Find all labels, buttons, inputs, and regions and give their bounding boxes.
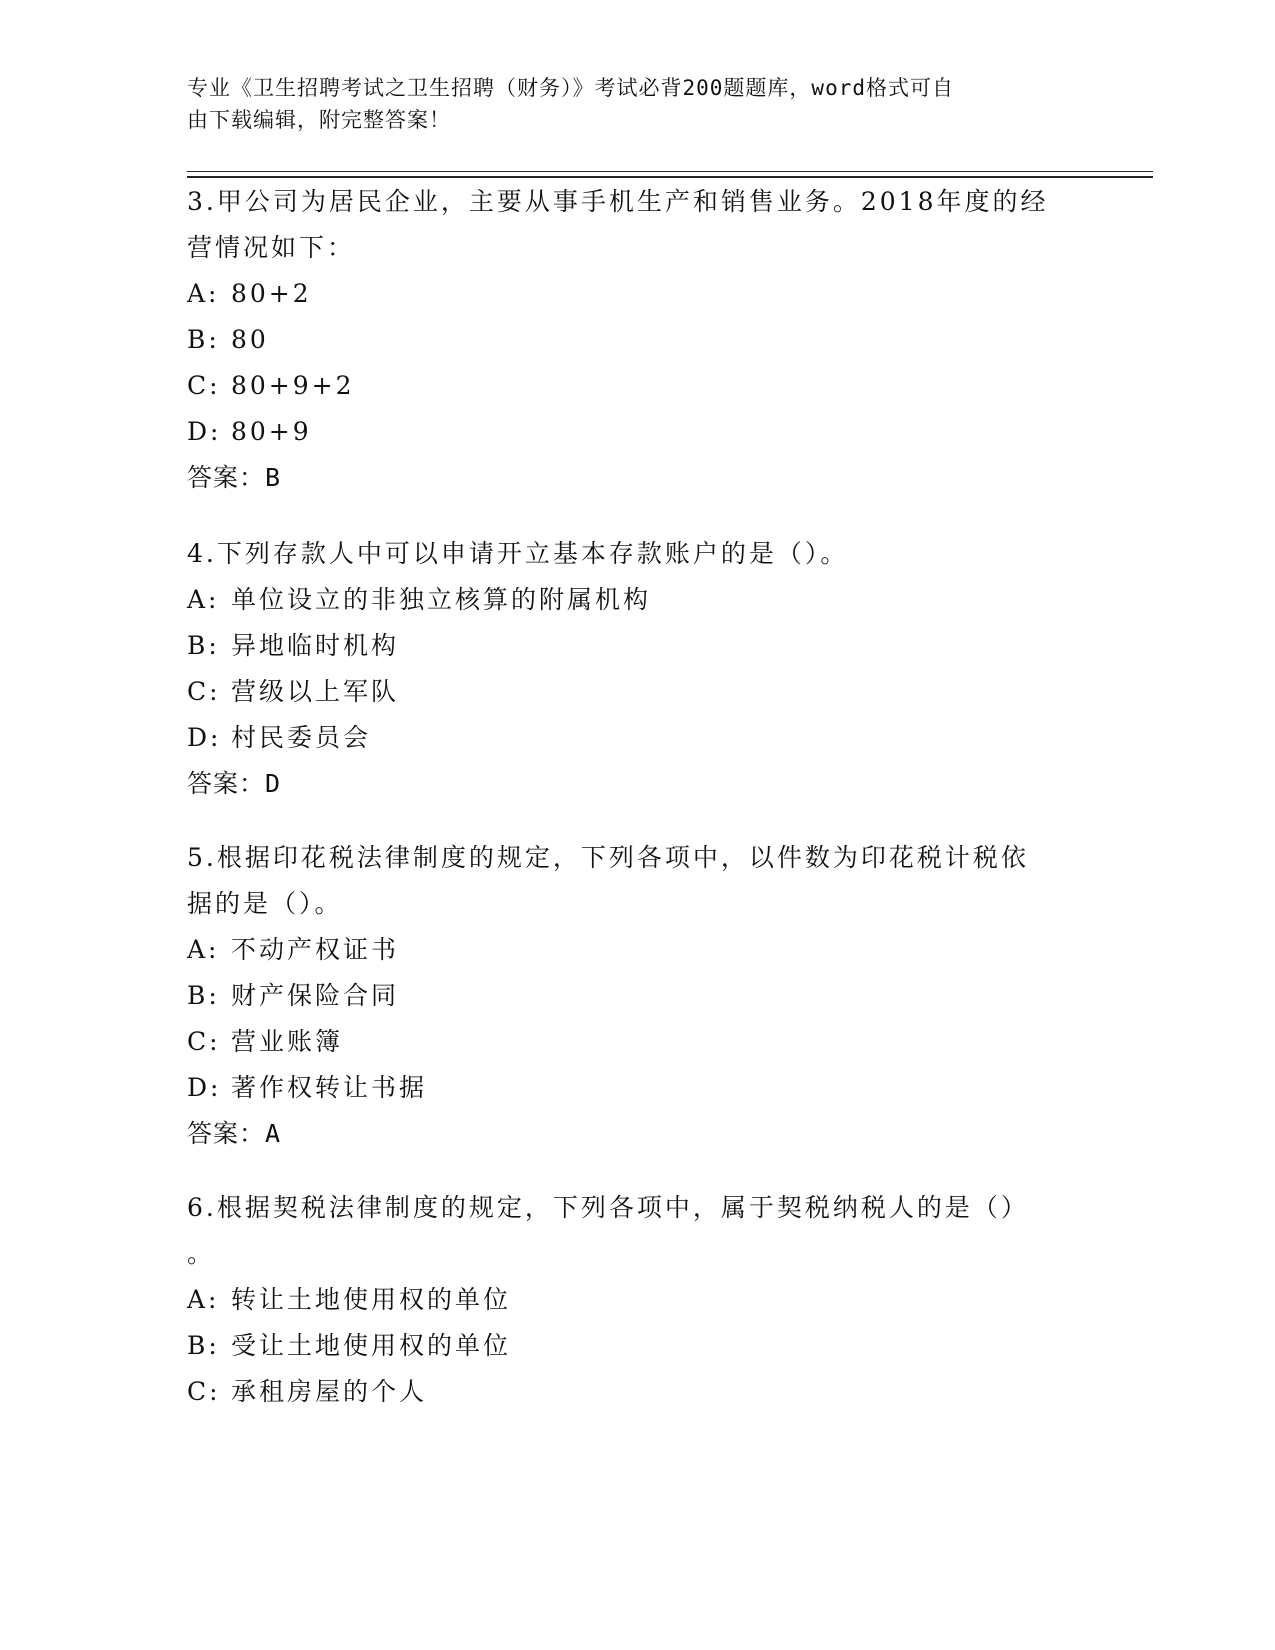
option-text: 营业账簿 <box>231 1027 344 1056</box>
option-d <box>187 715 1087 761</box>
question-4 <box>187 531 1087 807</box>
option-text: 著作权转让书据 <box>231 1073 428 1102</box>
answer-text: 答案：D <box>187 769 282 798</box>
option-text: 村民委员会 <box>231 723 372 752</box>
option-key: A: <box>187 279 220 308</box>
option-a <box>187 927 1087 973</box>
question-stem-line: 。 <box>187 1239 216 1268</box>
question-stem-line: 营情况如下： <box>187 233 356 262</box>
question-stem-line: 4.下列存款人中可以申请开立基本存款账户的是（）。 <box>187 539 849 568</box>
option-key: C: <box>187 1027 221 1056</box>
question-stem-line: 6.根据契税法律制度的规定，下列各项中，属于契税纳税人的是（） <box>187 1193 1029 1222</box>
answer-text: 答案：B <box>187 463 282 492</box>
option-key: A: <box>187 585 220 614</box>
option-key: A: <box>187 935 220 964</box>
option-text: 营级以上军队 <box>231 677 400 706</box>
option-b <box>187 1323 1087 1369</box>
option-b <box>187 623 1087 669</box>
answer-text: 答案：A <box>187 1119 282 1148</box>
question-stem-line: 据的是（）。 <box>187 889 343 918</box>
option-text: 财产保险合同 <box>231 981 400 1010</box>
option-text: 80+9+2 <box>231 371 355 400</box>
option-key: A: <box>187 1285 220 1314</box>
question-3 <box>187 179 1087 501</box>
header-rule-thick <box>187 176 1153 178</box>
option-c <box>187 1369 1087 1415</box>
option-key: B: <box>187 631 220 660</box>
option-d <box>187 1065 1087 1111</box>
option-key: D: <box>187 723 222 752</box>
option-a <box>187 1277 1087 1323</box>
option-key: B: <box>187 1331 220 1360</box>
question-5 <box>187 835 1087 1157</box>
header-rule-thin <box>187 171 1153 172</box>
document-header <box>187 72 1067 136</box>
option-c <box>187 363 1087 409</box>
option-c <box>187 669 1087 715</box>
option-text: 异地临时机构 <box>231 631 400 660</box>
option-a <box>187 271 1087 317</box>
option-text: 80 <box>231 325 269 354</box>
option-b <box>187 973 1087 1019</box>
option-c <box>187 1019 1087 1065</box>
option-text: 80+9 <box>231 417 312 446</box>
option-text: 80+2 <box>231 279 312 308</box>
option-a <box>187 577 1087 623</box>
option-b <box>187 317 1087 363</box>
option-key: D: <box>187 1073 222 1102</box>
option-key: B: <box>187 981 220 1010</box>
header-line-1: 专业《卫生招聘考试之卫生招聘（财务）》考试必背200题题库，word格式可自 <box>187 76 954 100</box>
option-text: 不动产权证书 <box>231 935 400 964</box>
question-stem-line: 5.根据印花税法律制度的规定，下列各项中，以件数为印花税计税依 <box>187 843 1029 872</box>
option-text: 转让土地使用权的单位 <box>231 1285 512 1314</box>
option-text: 单位设立的非独立核算的附属机构 <box>231 585 652 614</box>
option-text: 受让土地使用权的单位 <box>231 1331 512 1360</box>
question-stem-line: 3.甲公司为居民企业，主要从事手机生产和销售业务。2018年度的经 <box>187 187 1049 216</box>
option-key: C: <box>187 677 221 706</box>
option-text: 承租房屋的个人 <box>231 1377 428 1406</box>
option-key: B: <box>187 325 220 354</box>
header-line-2: 由下载编辑，附完整答案！ <box>187 108 451 132</box>
question-6 <box>187 1185 1087 1415</box>
option-key: C: <box>187 1377 221 1406</box>
option-d <box>187 409 1087 455</box>
option-key: C: <box>187 371 221 400</box>
option-key: D: <box>187 417 222 446</box>
